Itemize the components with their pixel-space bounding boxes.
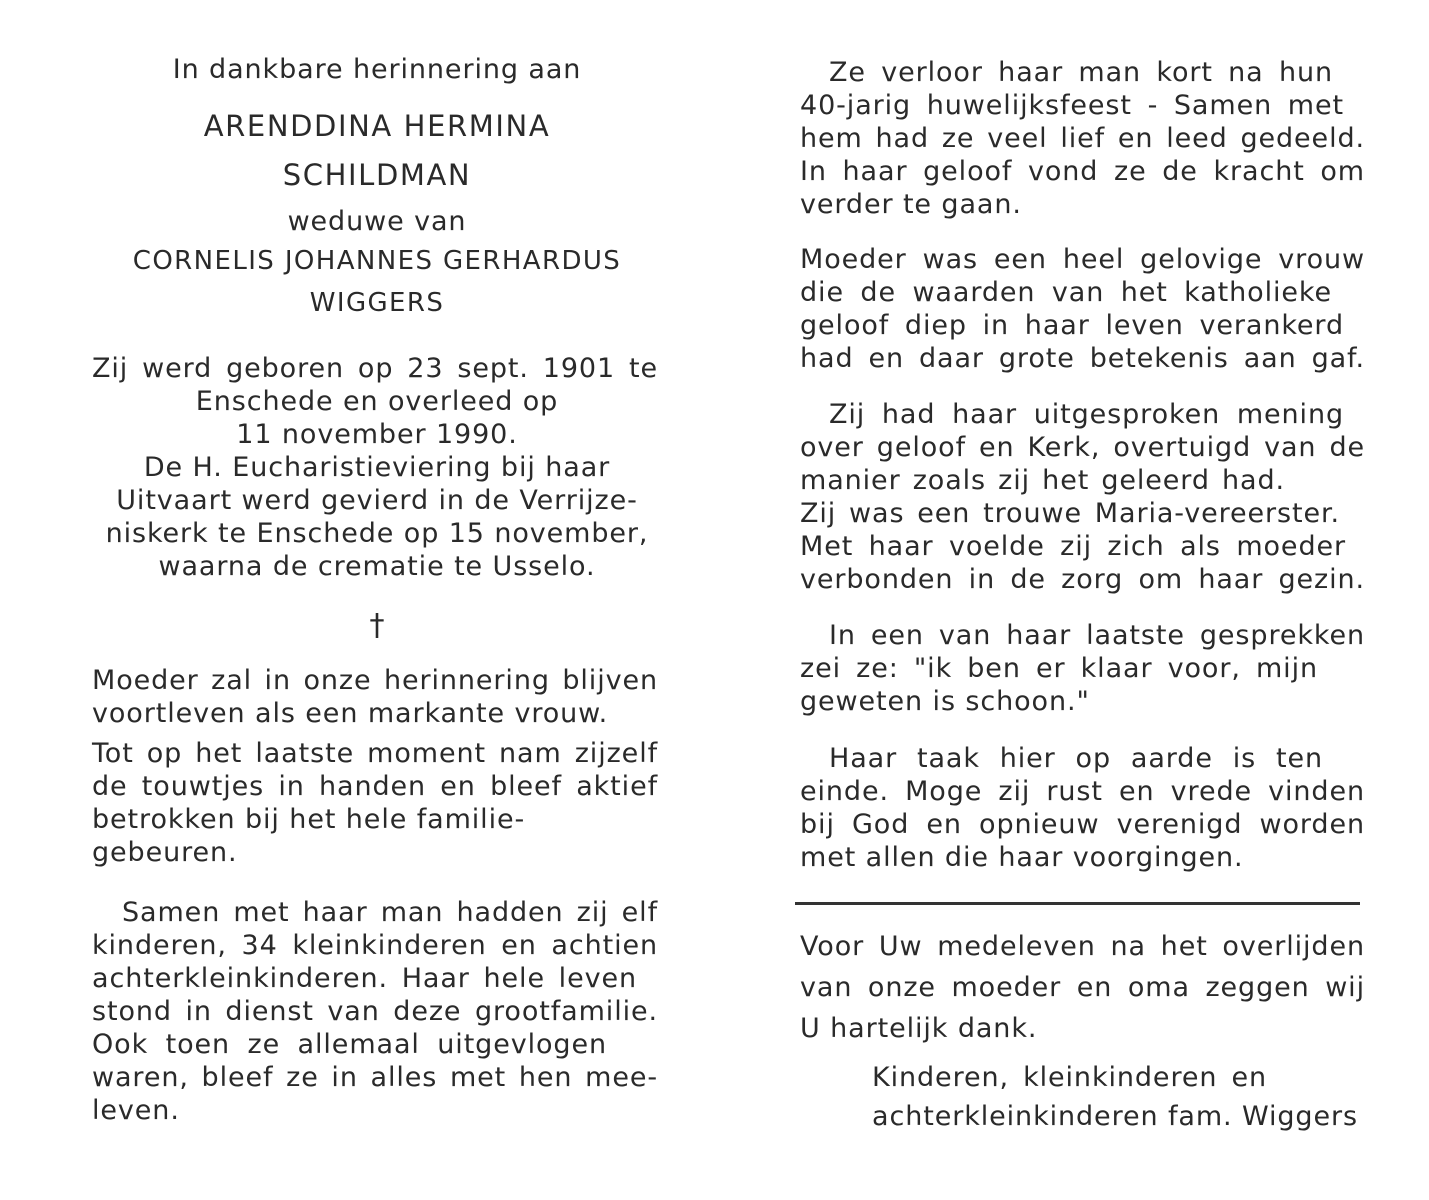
paragraph-line: Met haar voelde zij zich als moeder <box>800 531 1346 562</box>
paragraph-line: had en daar grote betekenis aan gaf. <box>800 343 1365 374</box>
thanks-line: Voor Uw medeleven na het overlijden <box>800 931 1365 962</box>
paragraph-line: voortleven als een markante vrouw. <box>92 698 609 729</box>
paragraph-line: 40-jarig huwelijksfeest - Samen met <box>800 90 1344 121</box>
paragraph-line: Haar taak hier op aarde is ten <box>829 743 1323 774</box>
bio-line: Enschede en overleed op <box>195 386 559 417</box>
paragraph-line: Tot op het laatste moment nam zijzelf <box>92 738 658 769</box>
husband-name-line-2: WIGGERS <box>309 288 445 318</box>
paragraph-line: In een van haar laatste gesprekken <box>829 620 1365 651</box>
thanks-line: van onze moeder en oma zeggen wij <box>800 972 1365 1003</box>
paragraph-line: met allen die haar voorgingen. <box>800 842 1244 873</box>
paragraph-line: verder te gaan. <box>800 189 1022 220</box>
bio-line: Uitvaart werd gevierd in de Verrijze- <box>116 485 638 516</box>
deceased-name-line-1: ARENDDINA HERMINA <box>203 109 551 143</box>
paragraph-line: Zij had haar uitgesproken mening <box>829 399 1344 430</box>
paragraph-line: Zij was een trouwe Maria-vereerster. <box>800 498 1340 529</box>
paragraph-line: Moeder was een heel gelovige vrouw <box>800 244 1365 275</box>
paragraph-line: zei ze: "ik ben er klaar voor, mijn <box>800 653 1318 684</box>
paragraph-line: In haar geloof vond ze de kracht om <box>800 156 1365 187</box>
intro-line: In dankbare herinnering aan <box>172 54 582 85</box>
paragraph-line: kinderen, 34 kleinkinderen en achtien <box>92 930 658 961</box>
paragraph-line: de touwtjes in handen en bleef aktief <box>92 771 658 802</box>
bio-line: Zij werd geboren op 23 sept. 1901 te <box>92 353 658 384</box>
paragraph-line: over geloof en Kerk, overtuigd van de <box>800 432 1365 463</box>
paragraph-line: manier zoals zij het geleerd had. <box>800 465 1285 496</box>
deceased-name-line-2: SCHILDMAN <box>282 158 472 192</box>
divider-rule <box>795 902 1360 905</box>
paragraph-line: gebeuren. <box>92 837 238 868</box>
paragraph-line: stond in dienst van deze grootfamilie. <box>92 996 658 1027</box>
paragraph-line: leven. <box>92 1095 180 1126</box>
widow-of-line: weduwe van <box>287 206 467 237</box>
paragraph-line: hem had ze veel lief en leed gedeeld. <box>800 123 1365 154</box>
paragraph-line: betrokken bij het hele familie- <box>92 804 526 835</box>
paragraph-line: waren, bleef ze in alles met hen mee- <box>92 1062 658 1093</box>
signature-line: Kinderen, kleinkinderen en <box>872 1062 1267 1093</box>
paragraph-line: Ook toen ze allemaal uitgevlogen <box>92 1029 607 1060</box>
cross-symbol: † <box>369 608 385 643</box>
paragraph-line: achterkleinkinderen. Haar hele leven <box>92 963 637 994</box>
thanks-line: U hartelijk dank. <box>800 1013 1038 1044</box>
paragraph-line: Ze verloor haar man kort na hun <box>829 57 1333 88</box>
signature-line: achterkleinkinderen fam. Wiggers <box>872 1101 1358 1132</box>
bio-line: De H. Eucharistieviering bij haar <box>143 452 611 483</box>
paragraph-line: Samen met haar man hadden zij elf <box>122 897 658 928</box>
paragraph-line: die de waarden van het katholieke <box>800 277 1332 308</box>
paragraph-line: geweten is schoon." <box>800 686 1090 717</box>
paragraph-line: verbonden in de zorg om haar gezin. <box>800 564 1365 595</box>
bio-line: waarna de crematie te Usselo. <box>158 551 596 582</box>
bio-line: 11 november 1990. <box>236 419 518 450</box>
paragraph-line: Moeder zal in onze herinnering blijven <box>92 665 658 696</box>
bio-line: niskerk te Enschede op 15 november, <box>105 518 649 549</box>
paragraph-line: einde. Moge zij rust en vrede vinden <box>800 776 1365 807</box>
paragraph-line: geloof diep in haar leven verankerd <box>800 310 1344 341</box>
husband-name-line-1: CORNELIS JOHANNES GERHARDUS <box>132 246 622 276</box>
paragraph-line: bij God en opnieuw verenigd worden <box>800 809 1365 840</box>
